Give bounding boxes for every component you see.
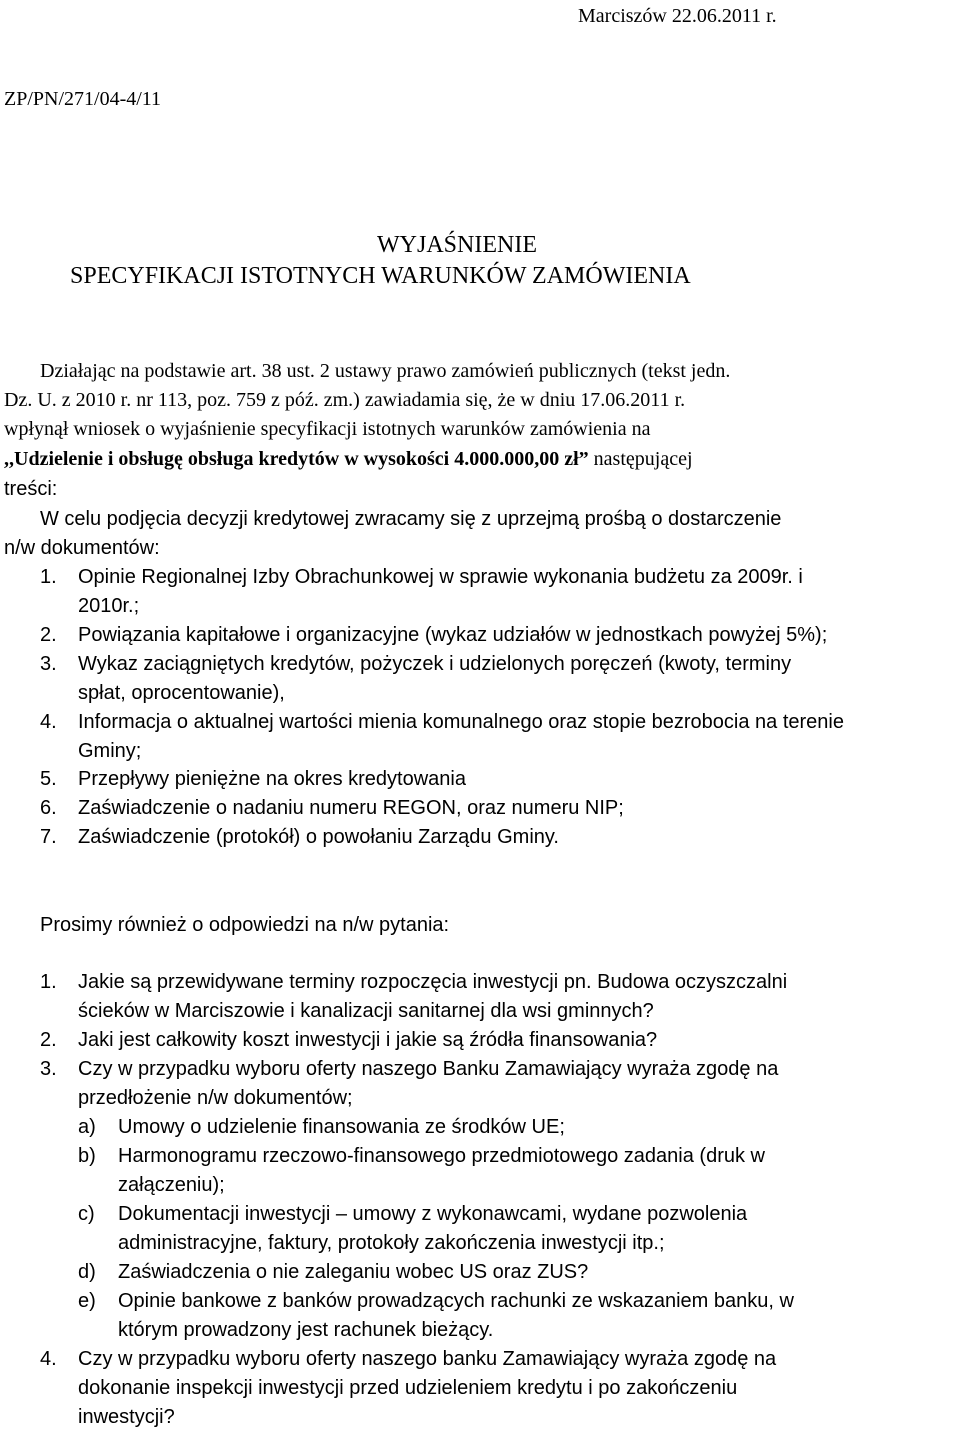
title-line-2: SPECYFIKACJI ISTOTNYCH WARUNKÓW ZAMÓWIENIA [70, 263, 691, 289]
list-item-text: Zaświadczenie o nadaniu numeru REGON, oraz numeru NIP; [78, 797, 624, 819]
sub-item-label: a) [78, 1116, 96, 1138]
question-text: inwestycji? [78, 1406, 175, 1428]
sub-item-text: Dokumentacji inwestycji – umowy z wykonawcami, wydane pozwolenia [118, 1203, 748, 1225]
sub-item-text: załączeniu); [118, 1174, 225, 1196]
sub-item-text: Opinie bankowe z banków prowadzących rachunki ze wskazaniem banku, w [118, 1290, 794, 1312]
list-item-number: 5. [40, 768, 57, 790]
sub-item-label: d) [78, 1261, 96, 1283]
list-item-number: 7. [40, 826, 57, 848]
list-item-number: 6. [40, 797, 57, 819]
intro-line-2: Dz. U. z 2010 r. nr 113, poz. 759 z póź. zm.) zawiadamia się, że w dniu 17.06.2011 r. [4, 389, 686, 411]
list-item-text: spłat, oprocentowanie), [78, 682, 285, 704]
question-text: Jaki jest całkowity koszt inwestycji i jakie są źródła finansowania? [78, 1029, 658, 1051]
list-item-text: Wykaz zaciągniętych kredytów, pożyczek i udzielonych poręczeń (kwoty, terminy [78, 653, 792, 675]
sub-item-text: administracyjne, faktury, protokoły zakończenia inwestycji itp.; [118, 1232, 665, 1254]
reference-number: ZP/PN/271/04-4/11 [4, 88, 162, 110]
request-line-1: W celu podjęcia decyzji kredytowej zwracamy się z uprzejmą prośbą o dostarczenie [40, 508, 782, 530]
intro-line-5: treści: [4, 478, 58, 500]
question-text: Jakie są przewidywane terminy rozpoczęcia inwestycji pn. Budowa oczyszczalni [78, 971, 788, 993]
list-item-text: Informacja o aktualnej wartości mienia komunalnego oraz stopie bezrobocia na terenie [78, 711, 844, 733]
list-item-text: Powiązania kapitałowe i organizacyjne (wykaz udziałów w jednostkach powyżej 5%); [78, 624, 828, 646]
list-item-text: Opinie Regionalnej Izby Obrachunkowej w sprawie wykonania budżetu za 2009r. i [78, 566, 803, 588]
list-item-text: Przepływy pieniężne na okres kredytowania [78, 768, 466, 790]
question-number: 3. [40, 1058, 57, 1080]
list-item-number: 3. [40, 653, 57, 675]
list-item-number: 1. [40, 566, 57, 588]
question-number: 1. [40, 971, 57, 993]
sub-item-label: e) [78, 1290, 96, 1312]
sub-item-text: Harmonogramu rzeczowo-finansowego przedmiotowego zadania (druk w [118, 1145, 765, 1167]
questions-intro: Prosimy również o odpowiedzi na n/w pytania: [40, 914, 450, 936]
intro-line-4 [4, 447, 693, 471]
subject-of-order: ,,Udzielenie i obsługę obsługa kredytów w wysokości 4.000.000,00 zł” [4, 448, 589, 470]
document-date: Marciszów 22.06.2011 r. [578, 5, 777, 27]
sub-item-text: Zaświadczenia o nie zaleganiu wobec US oraz ZUS? [118, 1261, 589, 1283]
list-item-text: Zaświadczenie (protokół) o powołaniu Zarządu Gminy. [78, 826, 559, 848]
question-text: Czy w przypadku wyboru oferty naszego Banku Zamawiający wyraża zgodę na [78, 1058, 779, 1080]
question-number: 2. [40, 1029, 57, 1051]
list-item-number: 4. [40, 711, 57, 733]
question-text: dokonanie inspekcji inwestycji przed udzieleniem kredytu i po zakończeniu [78, 1377, 738, 1399]
intro-line-1-text: Działając na podstawie art. 38 ust. 2 ustawy prawo zamówień publicznych (tekst jedn. [40, 360, 731, 382]
sub-item-label: b) [78, 1145, 96, 1167]
intro-line-1 [40, 359, 953, 383]
question-number: 4. [40, 1348, 57, 1370]
sub-item-text: którym prowadzony jest rachunek bieżący. [118, 1319, 494, 1341]
intro-line-3: wpłynął wniosek o wyjaśnienie specyfikacji istotnych warunków zamówienia na [4, 418, 651, 440]
question-text: ścieków w Marciszowie i kanalizacji sanitarnej dla wsi gminnych? [78, 1000, 654, 1022]
title-line-1: WYJAŚNIENIE [377, 232, 537, 258]
list-item-text: Gminy; [78, 740, 142, 762]
sub-item-label: c) [78, 1203, 95, 1225]
question-text: Czy w przypadku wyboru oferty naszego banku Zamawiający wyraża zgodę na [78, 1348, 777, 1370]
question-text: przedłożenie n/w dokumentów; [78, 1087, 353, 1109]
request-line-2: n/w dokumentów: [4, 537, 160, 559]
intro-line-4-rest: następującej [588, 448, 693, 470]
sub-item-text: Umowy o udzielenie finansowania ze środków UE; [118, 1116, 565, 1138]
list-item-text: 2010r.; [78, 595, 140, 617]
list-item-number: 2. [40, 624, 57, 646]
